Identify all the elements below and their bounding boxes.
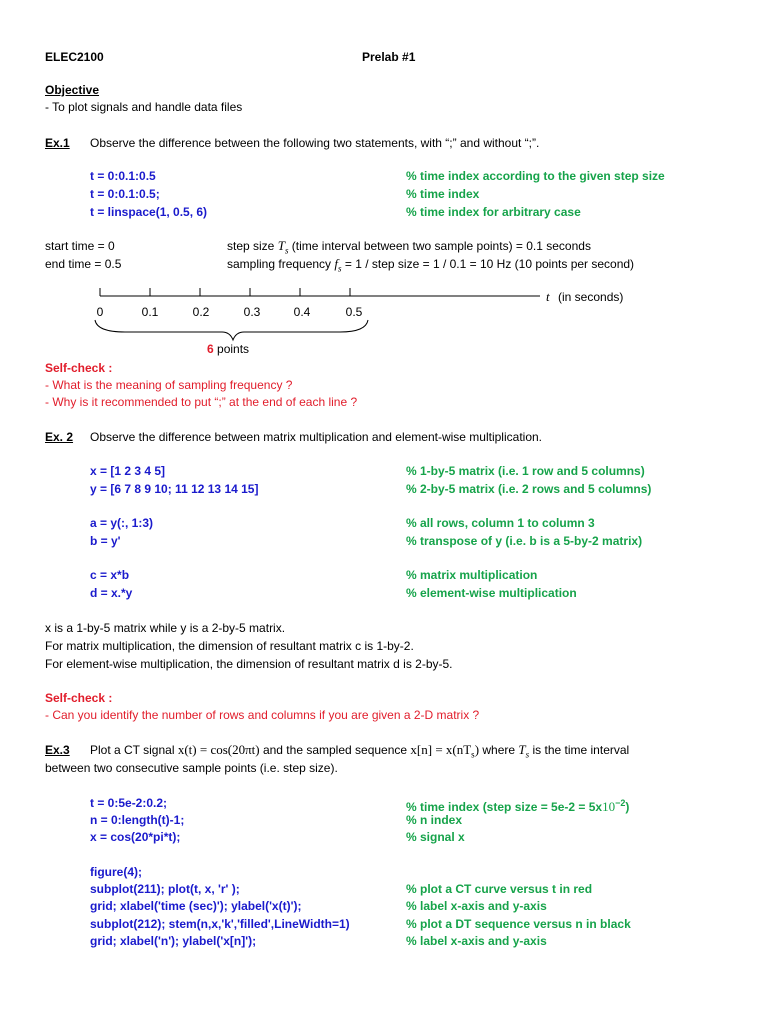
- code-comment: % time index: [406, 187, 480, 201]
- ex3-label: Ex.3: [45, 743, 70, 757]
- code-line: t = 0:0.1:0.5: [90, 169, 156, 183]
- objective-text: - To plot signals and handle data files: [45, 100, 243, 114]
- code-line: grid; xlabel('n'); ylabel('x[n]');: [90, 934, 257, 948]
- code-line: grid; xlabel('time (sec)'); ylabel('x(t)');: [90, 899, 302, 913]
- selfcheck-title: Self-check :: [45, 361, 113, 375]
- ex2-note: x is a 1-by-5 matrix while y is a 2-by-5 matrix.: [45, 621, 286, 635]
- code-comment: % 1-by-5 matrix (i.e. 1 row and 5 columns): [406, 464, 645, 478]
- selfcheck-title: Self-check :: [45, 691, 113, 705]
- code-line: y = [6 7 8 9 10; 11 12 13 14 15]: [90, 482, 259, 496]
- tick-label: 0: [96, 305, 104, 319]
- code-comment: % signal x: [406, 830, 465, 844]
- ct-signal-expression: x(t) = cos(20πt): [177, 742, 260, 757]
- code-line: a = y(:, 1:3): [90, 516, 154, 530]
- code-comment: % matrix multiplication: [406, 568, 538, 582]
- page-title: Prelab #1: [362, 50, 416, 64]
- points-label: 6 points: [207, 342, 250, 356]
- points-brace: [95, 320, 368, 340]
- code-comment: % plot a CT curve versus t in red: [406, 882, 593, 896]
- selfcheck-question: - What is the meaning of sampling frequency ?: [45, 378, 293, 392]
- end-time: end time = 0.5: [45, 257, 122, 271]
- time-axis-diagram: [0, 282, 768, 362]
- tick-label: 0.3: [243, 305, 261, 319]
- code-line: c = x*b: [90, 568, 130, 582]
- code-line: x = cos(20*pi*t);: [90, 830, 181, 844]
- code-comment: % element-wise multiplication: [406, 586, 577, 600]
- code-line: t = 0:0.1:0.5;: [90, 187, 160, 201]
- tick-label: 0.4: [293, 305, 311, 319]
- code-comment: % time index according to the given step size: [406, 169, 665, 183]
- ex3-description-cont: between two consecutive sample points (i.e. step size).: [45, 761, 338, 775]
- code-line: figure(4);: [90, 865, 142, 879]
- code-line: x = [1 2 3 4 5]: [90, 464, 166, 478]
- code-line: b = y': [90, 534, 121, 548]
- ex2-note: For element-wise multiplication, the dimension of resultant matrix d is 2-by-5.: [45, 657, 453, 671]
- ex1-description: Observe the difference between the following two statements, with “;” and without “;”.: [90, 136, 540, 150]
- ex2-description: Observe the difference between matrix multiplication and element-wise multiplication.: [90, 430, 542, 444]
- axis-variable: t: [546, 289, 550, 304]
- selfcheck-question: - Why is it recommended to put “;” at the end of each line ?: [45, 395, 358, 409]
- selfcheck-question: - Can you identify the number of rows and columns if you are given a 2-D matrix ?: [45, 708, 480, 722]
- code-comment: % transpose of y (i.e. b is a 5-by-2 matrix): [406, 534, 643, 548]
- dt-sequence-expression: $x[n] = x(nT_s)$: [410, 742, 480, 760]
- ex2-note: For matrix multiplication, the dimension of resultant matrix c is 1-by-2.: [45, 639, 414, 653]
- tick-label: 0.1: [141, 305, 159, 319]
- sampling-frequency-line: sampling frequency $f_s = 1$ / step size = 1 / 0.1 = 10 Hz (10 points per second): [227, 256, 635, 274]
- objective-heading: Objective: [45, 83, 100, 97]
- code-comment: % plot a DT sequence versus n in black: [406, 917, 631, 931]
- ex1-label: Ex.1: [45, 136, 70, 150]
- code-line: n = 0:length(t)-1;: [90, 813, 185, 827]
- code-line: d = x.*y: [90, 586, 133, 600]
- code-comment: % time index (step size = $5e-2 = 5x10^{-2}$): [406, 798, 630, 814]
- code-line: t = 0:5e-2:0.2;: [90, 796, 168, 810]
- code-line: t = linspace(1, 0.5, 6): [90, 205, 208, 219]
- tick-label: 0.2: [192, 305, 210, 319]
- code-line: subplot(212); stem(n,x,'k','filled',LineWidth=1): [90, 917, 350, 931]
- code-line: subplot(211); plot(t, x, 'r' );: [90, 882, 240, 896]
- code-comment: % label x-axis and y-axis: [406, 934, 547, 948]
- ex3-description: Plot a CT signal x(t) = cos(20πt) and the sampled sequence $x[n] = x(nT_s)$ where $T_s$ is the time interval: [90, 742, 630, 760]
- code-comment: % 2-by-5 matrix (i.e. 2 rows and 5 columns): [406, 482, 652, 496]
- axis-unit: (in seconds): [558, 290, 624, 304]
- tick-label: 0.5: [345, 305, 363, 319]
- code-comment: % label x-axis and y-axis: [406, 899, 547, 913]
- step-size-line: step size $T_s$ (time interval between two sample points) = 0.1 seconds: [227, 238, 591, 256]
- ex2-label: Ex. 2: [45, 430, 74, 444]
- course-code: ELEC2100: [45, 50, 104, 64]
- code-comment: % all rows, column 1 to column 3: [406, 516, 595, 530]
- code-comment: % time index for arbitrary case: [406, 205, 581, 219]
- code-comment: % n index: [406, 813, 463, 827]
- start-time: start time = 0: [45, 239, 115, 253]
